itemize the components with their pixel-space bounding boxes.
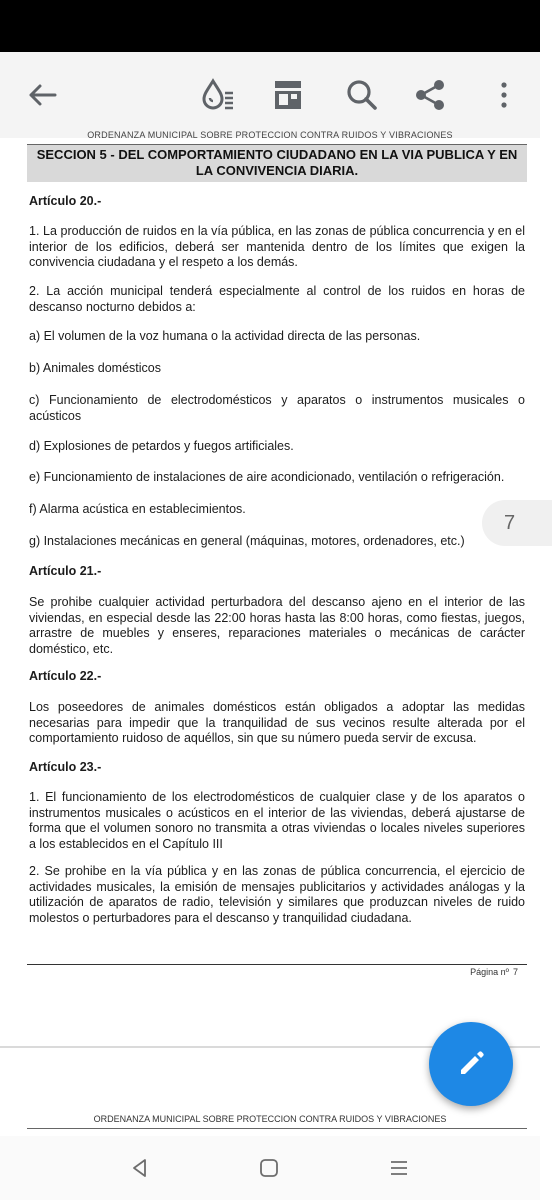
- search-button[interactable]: [337, 70, 387, 120]
- section-title: [27, 147, 527, 179]
- list-item-e: e) Funcionamiento de instalaciones de aire acondicionado, ventilación o refrigeración.: [29, 470, 505, 484]
- back-triangle-icon: [128, 1156, 152, 1180]
- page-layout-button[interactable]: [263, 70, 313, 120]
- running-header: ORDENANZA MUNICIPAL SOBRE PROTECCION CONTRA RUIDOS Y VIBRACIONES: [87, 130, 453, 140]
- more-vertical-icon: [494, 77, 514, 113]
- reading-mode-button[interactable]: [193, 70, 243, 120]
- article-23-heading: Artículo 23.-: [29, 760, 102, 774]
- home-square-icon: [257, 1156, 281, 1180]
- list-item-f: f) Alarma acústica en establecimientos.: [29, 502, 246, 516]
- next-page-header-rule: [27, 1128, 527, 1129]
- back-button[interactable]: [17, 70, 67, 120]
- page-indicator[interactable]: [482, 500, 552, 546]
- article-21-paragraph: Se prohibe cualquier actividad perturbadora del descanso ajeno en el interior de las viviendas, en especial desde las 22:00 horas hasta las 8:00 horas, como fiestas, juegos, arrastre de muebles y enseres, reparaciones materiales o mecánicas de carácter doméstico, etc.: [29, 595, 525, 656]
- article-20-heading: Artículo 20.-: [29, 194, 102, 208]
- search-icon: [344, 77, 380, 113]
- list-item-g: g) Instalaciones mecánicas en general (máquinas, motores, ordenadores, etc.): [29, 534, 465, 548]
- article-20-paragraph-1: 1. La producción de ruidos en la vía pública, en las zonas de pública concurrencia y en el interior de los edificios, deberá ser mantenida dentro de los límites que exigen la convivencia ciudadana y el respeto a los demás.: [29, 224, 525, 269]
- edit-pencil-icon: [453, 1046, 489, 1082]
- list-item-a: a) El volumen de la voz humana o la actividad directa de las personas.: [29, 329, 421, 343]
- next-page-running-header: ORDENANZA MUNICIPAL SOBRE PROTECCION CONTRA RUIDOS Y VIBRACIONES: [93, 1114, 447, 1124]
- more-options-button[interactable]: [479, 70, 529, 120]
- page-number-label: Página nº: [470, 967, 509, 977]
- nav-home-button[interactable]: [251, 1150, 287, 1186]
- system-navigation-bar: [0, 1136, 540, 1200]
- list-item-b: b) Animales domésticos: [29, 361, 162, 375]
- page-number-value: 7: [512, 967, 518, 977]
- section-title-line-2: LA CONVIVENCIA DIARIA.: [195, 163, 359, 178]
- nav-recents-button[interactable]: [381, 1150, 417, 1186]
- article-23-paragraph-2: 2. Se prohibe en la vía pública y en las zonas de pública concurrencia, el ejercicio de actividades musicales, la emisión de mensajes publicitarios y actividades análogas y la utilización de aparatos de radio, televisión y similares que produzcan niveles de ruido molestos o perturbadores para el descanso y tranquilidad ciudadana.: [29, 864, 525, 925]
- recents-lines-icon: [387, 1156, 411, 1180]
- pdf-page: [0, 130, 540, 1046]
- article-20-paragraph-2: 2. La acción municipal tenderá especialmente al control de los ruidos en horas de descanso nocturno debidos a:: [29, 284, 525, 314]
- article-22-paragraph: Los poseedores de animales domésticos están obligados a adoptar las medidas necesarias para impedir que la tranquilidad de sus vecinos resulte alterada por el comportamiento ruidoso de aquéllos, sin que su número pueda servir de excusa.: [29, 700, 525, 745]
- arrow-left-icon: [25, 78, 59, 112]
- water-drop-list-icon: [198, 75, 238, 115]
- page-number-footer: [466, 967, 518, 977]
- list-item-d: d) Explosiones de petardos y fuegos artificiales.: [29, 439, 294, 453]
- layout-icon: [271, 78, 305, 112]
- article-23-paragraph-1: 1. El funcionamiento de los electrodomésticos de cualquier clase y de los aparatos o instrumentos musicales o acústicos en el interior de las viviendas, deberá ajustarse de forma que el volumen sonoro no transmita a otras viviendas o locales niveles superiores a los establecidos en el Capítulo III: [29, 790, 525, 851]
- section-heading-box: [27, 144, 527, 182]
- article-21-heading: Artículo 21.-: [29, 564, 102, 578]
- current-page-number: 7: [504, 511, 516, 534]
- list-item-c: c) Funcionamiento de electrodomésticos y aparatos o instrumentos musicales o acústicos: [29, 393, 525, 423]
- share-button[interactable]: [405, 70, 455, 120]
- status-bar: [0, 0, 540, 52]
- share-icon: [412, 77, 448, 113]
- section-title-line-1: SECCION 5 - DEL COMPORTAMIENTO CIUDADANO EN LA VIA PUBLICA Y EN: [36, 147, 518, 162]
- article-22-heading: Artículo 22.-: [29, 669, 102, 683]
- nav-back-button[interactable]: [122, 1150, 158, 1186]
- edit-button[interactable]: [429, 1022, 513, 1106]
- top-toolbar: [0, 52, 540, 138]
- page-footer-rule: [27, 964, 527, 965]
